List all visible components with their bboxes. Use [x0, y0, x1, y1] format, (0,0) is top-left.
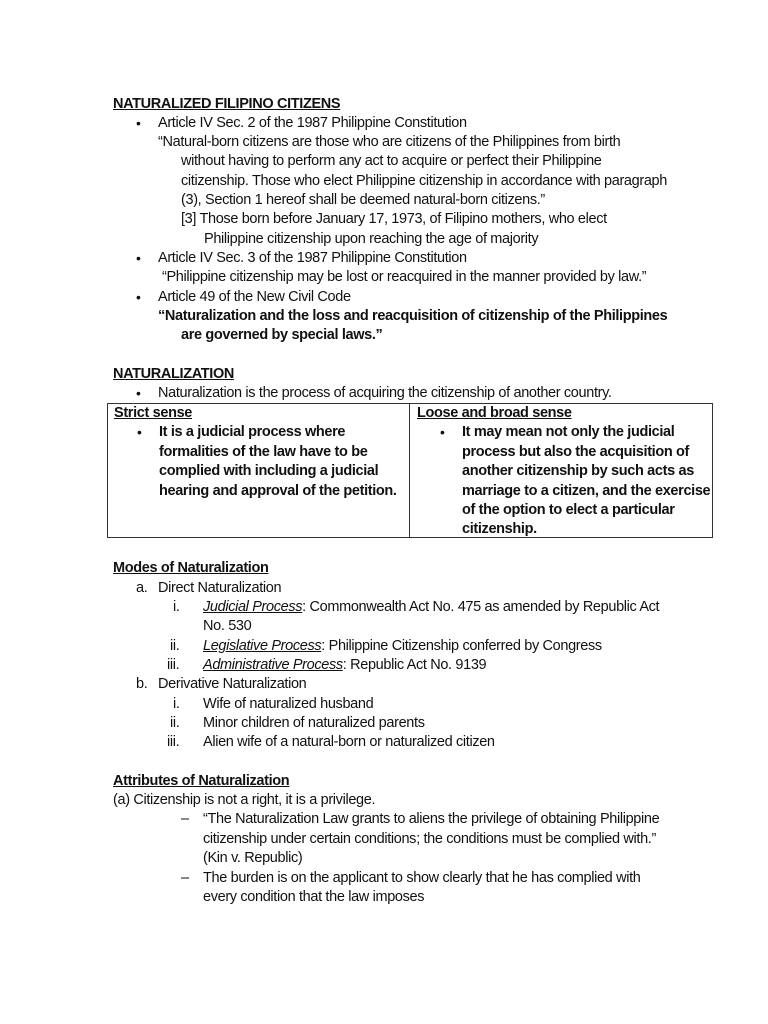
dash-text: “The Naturalization Law grants to aliens the privilege of obtaining Philippine [203, 811, 660, 827]
list-marker: ii. [170, 638, 180, 654]
table-header-loose: Loose and broad sense [417, 405, 572, 421]
list-item: Alien wife of a natural-born or naturalized citizen [203, 734, 495, 750]
term-description: : Republic Act No. 9139 [342, 657, 487, 673]
list-item-label: Derivative Naturalization [158, 676, 307, 692]
quote-line: “Natural-born citizens are those who are citizens of the Philippines from birth [158, 134, 621, 150]
table-header-strict: Strict sense [114, 405, 193, 421]
bullet-icon: • [440, 424, 445, 440]
list-item [203, 656, 486, 675]
bullet-text: Naturalization is the process of acquiring the citizenship of another country. [158, 385, 612, 401]
term-administrative-process: Administrative Process [203, 657, 343, 673]
table-cell-loose [410, 404, 713, 538]
list-marker: iii. [167, 734, 180, 750]
list-item-label: Direct Naturalization [158, 580, 282, 596]
table-text: of the option to elect a particular [462, 502, 675, 518]
bullet-icon: • [136, 385, 141, 401]
dash-text: citizenship under certain conditions; the conditions must be complied with.” [203, 831, 656, 847]
section-heading-modes: Modes of Naturalization [113, 560, 269, 576]
bullet-icon: • [136, 250, 141, 266]
table-cell-strict [108, 404, 410, 538]
dash-text: every condition that the law imposes [203, 889, 425, 905]
table-text: process but also the acquisition of [462, 444, 690, 460]
term-legislative-process: Legislative Process [203, 638, 322, 654]
list-item [203, 637, 602, 656]
dash-marker: – [181, 870, 189, 886]
table-text: another citizenship by such acts as [462, 463, 694, 479]
list-item: Wife of naturalized husband [203, 696, 374, 712]
term-judicial-process: Judicial Process [203, 599, 303, 615]
list-item [203, 598, 659, 617]
table-text: hearing and approval of the petition. [159, 483, 397, 499]
table-text: formalities of the law have to be [159, 444, 368, 460]
quote-line: “Philippine citizenship may be lost or reacquired in the manner provided by law.” [162, 269, 647, 285]
list-marker: i. [173, 599, 180, 615]
dash-text: (Kin v. Republic) [203, 850, 303, 866]
bullet-text: Article IV Sec. 2 of the 1987 Philippine Constitution [158, 115, 467, 131]
bullet-icon: • [136, 289, 141, 305]
table-text: marriage to a citizen, and the exercise [462, 483, 711, 499]
quote-line: without having to perform any act to acquire or perfect their Philippine [181, 153, 602, 169]
table-text: It is a judicial process where [159, 424, 346, 440]
bullet-icon: • [137, 424, 142, 440]
list-marker: b. [136, 676, 148, 692]
note-line: [3] Those born before January 17, 1973, of Filipino mothers, who elect [181, 211, 607, 227]
bold-quote-line: “Naturalization and the loss and reacquisition of citizenship of the Philippines [158, 308, 668, 324]
list-item-continuation: No. 530 [203, 618, 252, 634]
list-marker: i. [173, 696, 180, 712]
bullet-text: Article IV Sec. 3 of the 1987 Philippine Constitution [158, 250, 467, 266]
list-marker: ii. [170, 715, 180, 731]
table-text: complied with including a judicial [159, 463, 379, 479]
table-text: citizenship. [462, 521, 537, 537]
quote-line: citizenship. Those who elect Philippine citizenship in accordance with paragraph [181, 173, 667, 189]
list-marker: iii. [167, 657, 180, 673]
bold-quote-line: are governed by special laws.” [181, 327, 383, 343]
comparison-table [107, 403, 713, 538]
bullet-text: Article 49 of the New Civil Code [158, 289, 351, 305]
list-item: Minor children of naturalized parents [203, 715, 425, 731]
term-description: : Philippine Citizenship conferred by Congress [321, 638, 602, 654]
section-heading-attributes: Attributes of Naturalization [113, 773, 290, 789]
attribute-point: (a) Citizenship is not a right, it is a privilege. [113, 792, 376, 808]
section-heading-naturalized: NATURALIZED FILIPINO CITIZENS [113, 96, 341, 112]
bullet-icon: • [136, 115, 141, 131]
note-line: Philippine citizenship upon reaching the age of majority [204, 231, 539, 247]
dash-text: The burden is on the applicant to show clearly that he has complied with [203, 870, 641, 886]
list-marker: a. [136, 580, 148, 596]
term-description: : Commonwealth Act No. 475 as amended by Republic Act [302, 599, 660, 615]
table-text: It may mean not only the judicial [462, 424, 675, 440]
section-heading-naturalization: NATURALIZATION [113, 366, 235, 382]
dash-marker: – [181, 811, 189, 827]
quote-line: (3), Section 1 hereof shall be deemed natural-born citizens.” [181, 192, 545, 208]
